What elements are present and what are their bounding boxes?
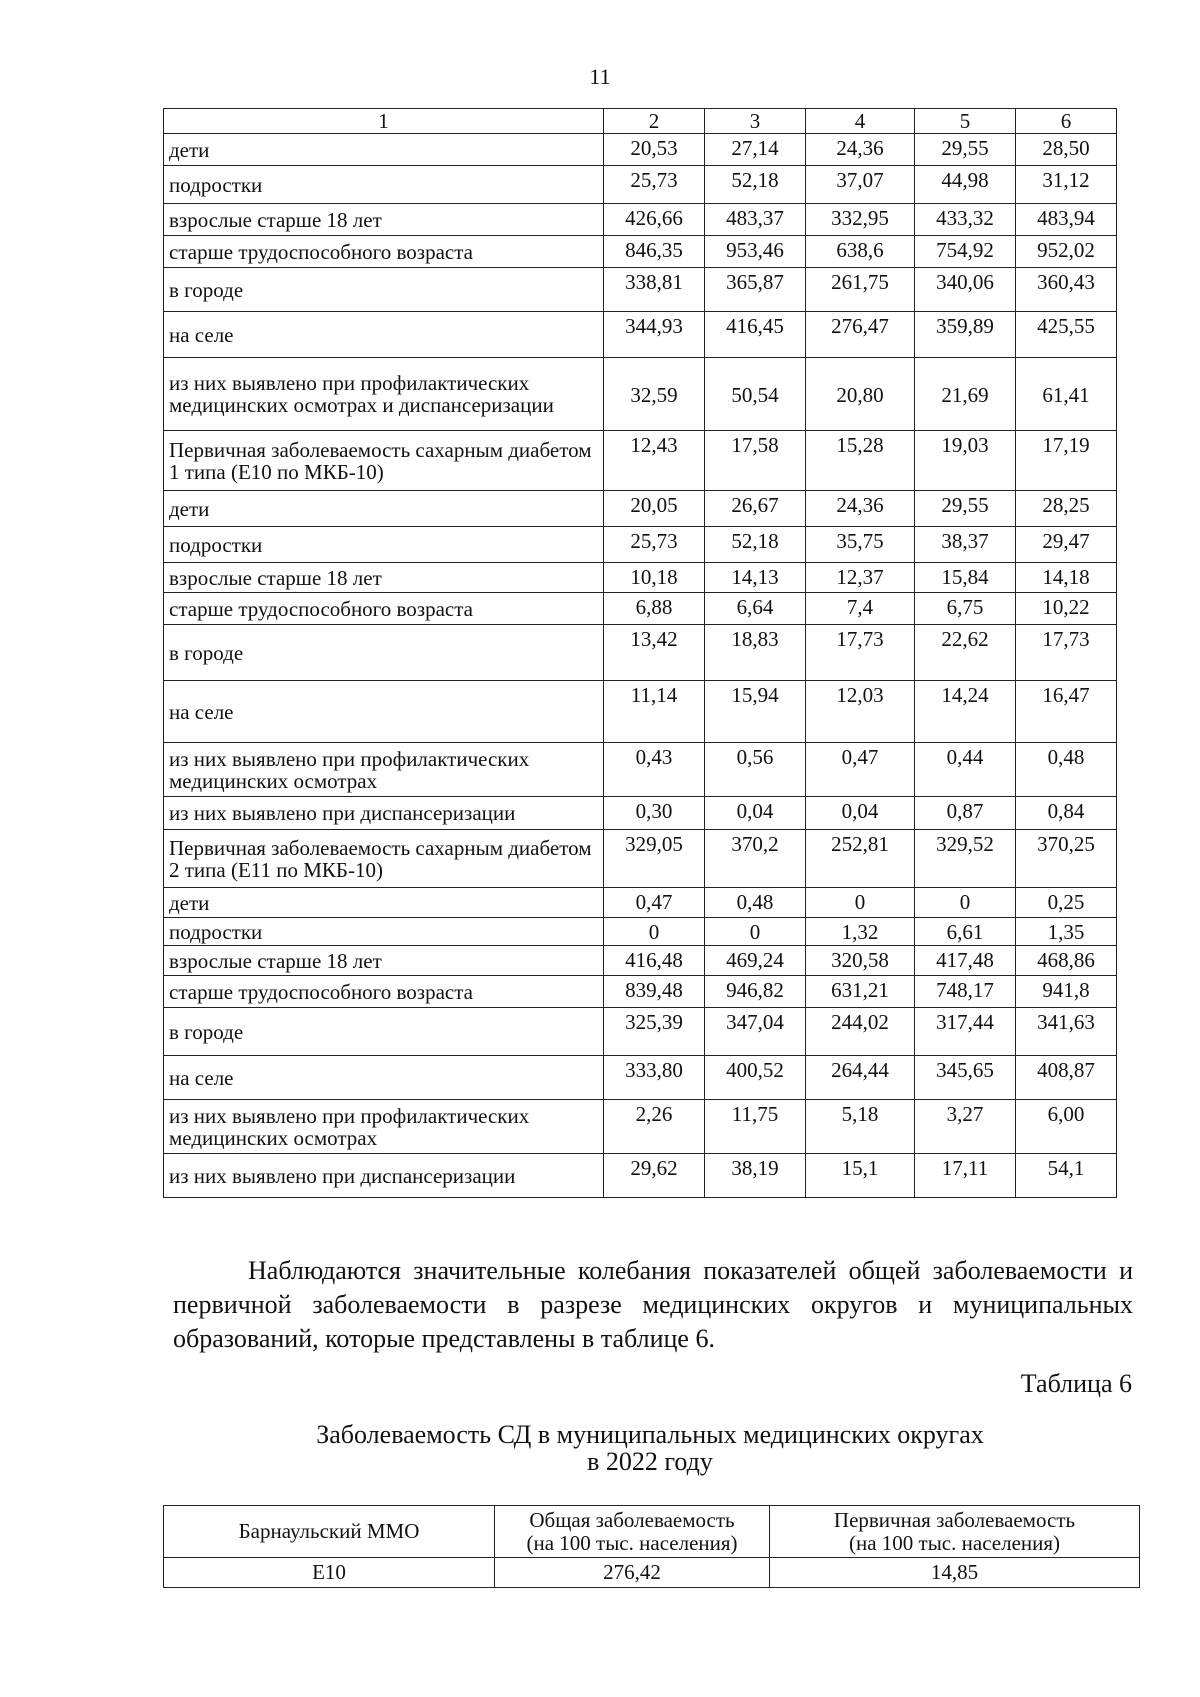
value-cell: 6,00 (1016, 1100, 1117, 1154)
table6-cell: 14,85 (770, 1558, 1140, 1588)
table-row (164, 797, 1117, 830)
table6-header-cell: Общая заболеваемость (на 100 тыс. населения) (495, 1506, 770, 1558)
value-cell: 946,82 (705, 976, 806, 1008)
value-cell: 15,94 (705, 681, 806, 743)
value-cell: 52,18 (705, 527, 806, 563)
value-cell: 25,73 (604, 527, 705, 563)
value-cell: 54,1 (1016, 1154, 1117, 1198)
value-cell: 24,36 (806, 491, 915, 527)
value-cell: 425,55 (1016, 312, 1117, 358)
row-label: в городе (164, 625, 604, 681)
value-cell: 483,37 (705, 204, 806, 236)
value-cell: 38,19 (705, 1154, 806, 1198)
value-cell: 17,73 (1016, 625, 1117, 681)
value-cell: 0,48 (705, 888, 806, 918)
value-cell: 416,45 (705, 312, 806, 358)
incidence-table (163, 108, 1117, 1198)
value-cell: 0,48 (1016, 743, 1117, 797)
value-cell: 50,54 (705, 358, 806, 431)
table6-cell: Е10 (164, 1558, 495, 1588)
value-cell: 0 (915, 888, 1016, 918)
value-cell: 360,43 (1016, 268, 1117, 312)
value-cell: 14,18 (1016, 563, 1117, 593)
value-cell: 325,39 (604, 1008, 705, 1056)
value-cell: 20,53 (604, 134, 705, 166)
table-row (164, 625, 1117, 681)
value-cell: 12,37 (806, 563, 915, 593)
value-cell: 0 (806, 888, 915, 918)
column-number-header: 3 (705, 109, 806, 134)
value-cell: 370,2 (705, 830, 806, 888)
value-cell: 0,47 (806, 743, 915, 797)
value-cell: 13,42 (604, 625, 705, 681)
value-cell: 347,04 (705, 1008, 806, 1056)
row-label: из них выявлено при профилактических медицинских осмотрах (164, 743, 604, 797)
value-cell: 52,18 (705, 166, 806, 204)
value-cell: 344,93 (604, 312, 705, 358)
value-cell: 17,11 (915, 1154, 1016, 1198)
value-cell: 5,18 (806, 1100, 915, 1154)
value-cell: 468,86 (1016, 946, 1117, 976)
value-cell: 20,05 (604, 491, 705, 527)
table-row (164, 1056, 1117, 1100)
table-row (164, 312, 1117, 358)
value-cell: 6,75 (915, 593, 1016, 625)
value-cell: 44,98 (915, 166, 1016, 204)
value-cell: 2,26 (604, 1100, 705, 1154)
row-label: на селе (164, 681, 604, 743)
value-cell: 22,62 (915, 625, 1016, 681)
row-label: на селе (164, 1056, 604, 1100)
value-cell: 0,25 (1016, 888, 1117, 918)
row-label: из них выявлено при диспансеризации (164, 1154, 604, 1198)
value-cell: 11,75 (705, 1100, 806, 1154)
value-cell: 264,44 (806, 1056, 915, 1100)
value-cell: 6,88 (604, 593, 705, 625)
row-label: Первичная заболеваемость сахарным диабетом 1 типа (Е10 по МКБ-10) (164, 431, 604, 491)
value-cell: 469,24 (705, 946, 806, 976)
table-row (164, 491, 1117, 527)
value-cell: 483,94 (1016, 204, 1117, 236)
value-cell: 1,32 (806, 918, 915, 946)
row-label: подростки (164, 918, 604, 946)
column-number-header: 6 (1016, 109, 1117, 134)
row-label: подростки (164, 166, 604, 204)
value-cell: 29,47 (1016, 527, 1117, 563)
table6-header-cell: Барнаульский ММО (164, 1506, 495, 1558)
value-cell: 638,6 (806, 236, 915, 268)
table-row (164, 236, 1117, 268)
row-label: дети (164, 491, 604, 527)
value-cell: 6,61 (915, 918, 1016, 946)
value-cell: 359,89 (915, 312, 1016, 358)
table-label: Таблица 6 (1020, 1369, 1132, 1398)
row-label: старше трудоспособного возраста (164, 593, 604, 625)
value-cell: 408,87 (1016, 1056, 1117, 1100)
table-row (164, 563, 1117, 593)
table-title (250, 1421, 1050, 1475)
value-cell: 35,75 (806, 527, 915, 563)
table-row (164, 918, 1117, 946)
value-cell: 276,47 (806, 312, 915, 358)
value-cell: 839,48 (604, 976, 705, 1008)
table-row (164, 134, 1117, 166)
table-title-line: Заболеваемость СД в муниципальных медицинских округах (316, 1420, 984, 1449)
value-cell: 29,55 (915, 134, 1016, 166)
row-label: в городе (164, 1008, 604, 1056)
row-label: взрослые старше 18 лет (164, 563, 604, 593)
value-cell: 0,43 (604, 743, 705, 797)
table-row (164, 358, 1117, 431)
row-label: на селе (164, 312, 604, 358)
value-cell: 846,35 (604, 236, 705, 268)
value-cell: 15,28 (806, 431, 915, 491)
value-cell: 400,52 (705, 1056, 806, 1100)
value-cell: 340,06 (915, 268, 1016, 312)
value-cell: 433,32 (915, 204, 1016, 236)
value-cell: 6,64 (705, 593, 806, 625)
table6-cell: 276,42 (495, 1558, 770, 1588)
value-cell: 10,18 (604, 563, 705, 593)
table-row (164, 268, 1117, 312)
table6-header-cell: Первичная заболеваемость (на 100 тыс. населения) (770, 1506, 1140, 1558)
value-cell: 0,47 (604, 888, 705, 918)
row-label: взрослые старше 18 лет (164, 204, 604, 236)
value-cell: 0,56 (705, 743, 806, 797)
column-number-header: 5 (915, 109, 1016, 134)
value-cell: 0,84 (1016, 797, 1117, 830)
value-cell: 17,19 (1016, 431, 1117, 491)
column-number-header: 4 (806, 109, 915, 134)
value-cell: 370,25 (1016, 830, 1117, 888)
value-cell: 365,87 (705, 268, 806, 312)
table-6 (163, 1505, 1140, 1588)
value-cell: 27,14 (705, 134, 806, 166)
value-cell: 17,73 (806, 625, 915, 681)
value-cell: 329,05 (604, 830, 705, 888)
table-row (164, 1100, 1117, 1154)
value-cell: 17,58 (705, 431, 806, 491)
value-cell: 0 (604, 918, 705, 946)
value-cell: 0,04 (806, 797, 915, 830)
value-cell: 0,44 (915, 743, 1016, 797)
column-number-header: 2 (604, 109, 705, 134)
value-cell: 631,21 (806, 976, 915, 1008)
table-row (164, 681, 1117, 743)
value-cell: 426,66 (604, 204, 705, 236)
table-row (164, 888, 1117, 918)
value-cell: 12,03 (806, 681, 915, 743)
row-label: из них выявлено при диспансеризации (164, 797, 604, 830)
value-cell: 29,62 (604, 1154, 705, 1198)
value-cell: 31,12 (1016, 166, 1117, 204)
row-label: дети (164, 888, 604, 918)
value-cell: 261,75 (806, 268, 915, 312)
row-label: дети (164, 134, 604, 166)
value-cell: 18,83 (705, 625, 806, 681)
table-row (164, 946, 1117, 976)
row-label: из них выявлено при профилактических медицинских осмотрах и диспансеризации (164, 358, 604, 431)
body-paragraph: Наблюдаются значительные колебания показателей общей заболеваемости и первичной заболеваемости в разрезе медицинских округов и муниципальных образований, которые представлены в таблице 6. (173, 1256, 1133, 1353)
value-cell: 14,13 (705, 563, 806, 593)
table-row (164, 204, 1117, 236)
table-row (164, 431, 1117, 491)
row-label: взрослые старше 18 лет (164, 946, 604, 976)
value-cell: 317,44 (915, 1008, 1016, 1056)
value-cell: 32,59 (604, 358, 705, 431)
row-label: в городе (164, 268, 604, 312)
value-cell: 20,80 (806, 358, 915, 431)
table-title-line: в 2022 году (587, 1447, 713, 1476)
value-cell: 19,03 (915, 431, 1016, 491)
table-row (164, 593, 1117, 625)
value-cell: 0 (705, 918, 806, 946)
value-cell: 16,47 (1016, 681, 1117, 743)
value-cell: 0,87 (915, 797, 1016, 830)
column-number-header: 1 (164, 109, 604, 134)
row-label: Первичная заболеваемость сахарным диабетом 2 типа (Е11 по МКБ-10) (164, 830, 604, 888)
value-cell: 754,92 (915, 236, 1016, 268)
value-cell: 329,52 (915, 830, 1016, 888)
table-row (164, 1154, 1117, 1198)
table-row (164, 527, 1117, 563)
value-cell: 252,81 (806, 830, 915, 888)
value-cell: 952,02 (1016, 236, 1117, 268)
value-cell: 29,55 (915, 491, 1016, 527)
row-label: старше трудоспособного возраста (164, 236, 604, 268)
value-cell: 320,58 (806, 946, 915, 976)
value-cell: 38,37 (915, 527, 1016, 563)
value-cell: 28,25 (1016, 491, 1117, 527)
value-cell: 0,30 (604, 797, 705, 830)
value-cell: 341,63 (1016, 1008, 1117, 1056)
table-row (164, 743, 1117, 797)
table-row (164, 830, 1117, 888)
value-cell: 7,4 (806, 593, 915, 625)
row-label: из них выявлено при профилактических медицинских осмотрах (164, 1100, 604, 1154)
value-cell: 37,07 (806, 166, 915, 204)
row-label: подростки (164, 527, 604, 563)
value-cell: 11,14 (604, 681, 705, 743)
value-cell: 10,22 (1016, 593, 1117, 625)
value-cell: 12,43 (604, 431, 705, 491)
value-cell: 417,48 (915, 946, 1016, 976)
value-cell: 941,8 (1016, 976, 1117, 1008)
table6-row (164, 1558, 1140, 1588)
value-cell: 333,80 (604, 1056, 705, 1100)
value-cell: 1,35 (1016, 918, 1117, 946)
value-cell: 28,50 (1016, 134, 1117, 166)
table-header-row (164, 109, 1117, 134)
table-row (164, 166, 1117, 204)
value-cell: 953,46 (705, 236, 806, 268)
value-cell: 332,95 (806, 204, 915, 236)
page-number: 11 (589, 64, 611, 89)
value-cell: 15,84 (915, 563, 1016, 593)
row-label: старше трудоспособного возраста (164, 976, 604, 1008)
value-cell: 14,24 (915, 681, 1016, 743)
value-cell: 25,73 (604, 166, 705, 204)
table-row (164, 976, 1117, 1008)
value-cell: 748,17 (915, 976, 1016, 1008)
value-cell: 0,04 (705, 797, 806, 830)
value-cell: 416,48 (604, 946, 705, 976)
value-cell: 24,36 (806, 134, 915, 166)
value-cell: 244,02 (806, 1008, 915, 1056)
value-cell: 21,69 (915, 358, 1016, 431)
value-cell: 61,41 (1016, 358, 1117, 431)
value-cell: 3,27 (915, 1100, 1016, 1154)
value-cell: 338,81 (604, 268, 705, 312)
value-cell: 345,65 (915, 1056, 1016, 1100)
table-row (164, 1008, 1117, 1056)
value-cell: 15,1 (806, 1154, 915, 1198)
value-cell: 26,67 (705, 491, 806, 527)
